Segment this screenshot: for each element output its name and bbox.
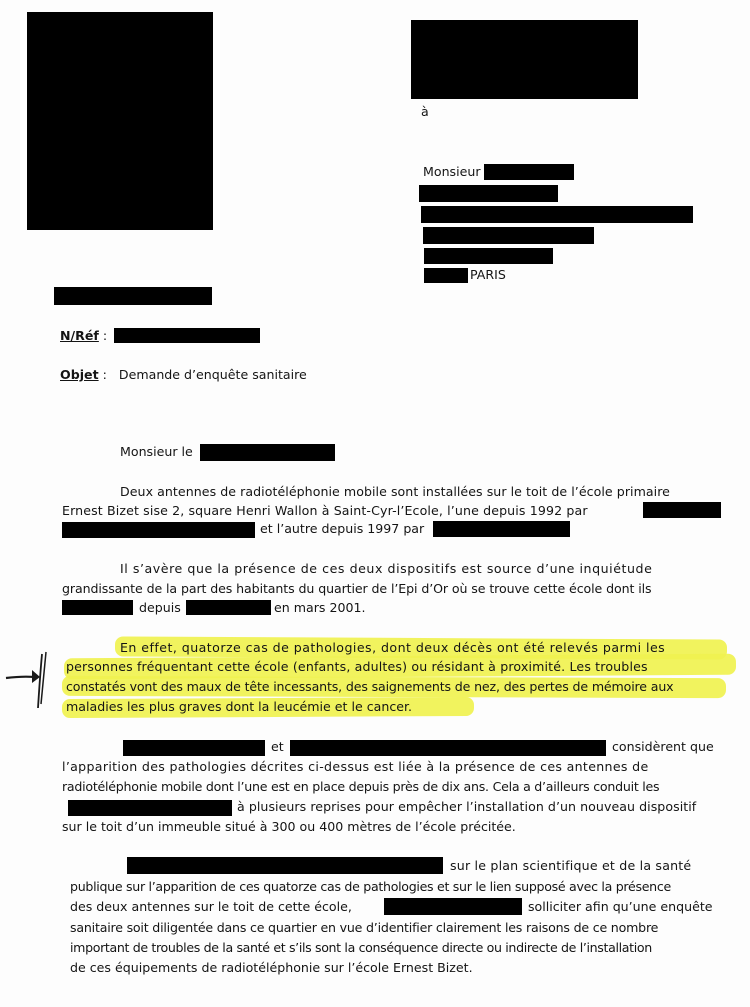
p5-line4: sanitaire soit diligentée dans ce quartier en vue d’identifier clairement les raisons de ce nombre <box>70 920 659 935</box>
p5-redaction2 <box>384 898 522 915</box>
p3-line3: constatés vont des maux de tête incessants, des saignements de nez, des pertes de mémoire aux <box>66 679 674 694</box>
recipient-street-redaction <box>424 248 553 264</box>
p2-redaction1 <box>62 600 133 615</box>
p5-line3a: des deux antennes sur le toit de cette école, <box>70 899 352 914</box>
p1-line1: Deux antennes de radiotéléphonie mobile sont installées sur le toit de l’école primaire <box>120 484 670 499</box>
recipient-name-redaction <box>484 164 574 180</box>
subject-label: Objet <box>60 367 99 382</box>
sender-logo-redaction <box>27 12 213 230</box>
p5-line5: important de troubles de la santé et s’ils sont la conséquence directe ou indirecte de l’installation <box>70 940 652 955</box>
recipient-header-redaction <box>411 20 638 99</box>
p3-line1: En effet, quatorze cas de pathologies, dont deux décès ont été relevés parmi les <box>120 640 666 655</box>
p2-line3b: en mars 2001. <box>274 600 366 615</box>
reference-line <box>60 325 107 347</box>
p4-line1b: considèrent que <box>612 739 714 754</box>
p1-operator2-redaction <box>433 521 570 537</box>
reference-redaction <box>114 328 260 343</box>
recipient-dept-redaction <box>423 227 594 244</box>
recipient-salutation: Monsieur <box>423 164 481 179</box>
p5-line3b: solliciter afin qu’une enquête <box>528 899 713 914</box>
p4-line4: à plusieurs reprises pour empêcher l’installation d’un nouveau dispositif <box>237 799 697 814</box>
p4-redaction1 <box>123 740 265 756</box>
greeting: Monsieur le <box>120 444 193 459</box>
p4-redaction2 <box>290 740 606 756</box>
p4-line2: l’apparition des pathologies décrites ci-dessus est liée à la présence de ces antennes de <box>62 759 649 774</box>
recipient-org-redaction <box>421 206 693 223</box>
p4-line3: radiotéléphonie mobile dont l’une est en place depuis près de dix ans. Cela a d’ailleurs conduit les <box>62 779 660 794</box>
reference-sep: : <box>102 328 108 343</box>
p2-redaction2 <box>186 600 271 615</box>
p1-operator1b-redaction <box>62 522 255 538</box>
margin-arrow-icon <box>2 646 52 716</box>
p5-redaction1 <box>127 857 443 874</box>
p2-line1: Il s’avère que la présence de ces deux dispositifs est source d’une inquiétude <box>120 561 653 576</box>
recipient-title-redaction <box>419 185 558 202</box>
recipient-postcode-redaction <box>424 268 468 283</box>
p2-line2: grandissante de la part des habitants du quartier de l’Epi d’Or où se trouve cette école dont ils <box>62 581 652 596</box>
p3-line2: personnes fréquentant cette école (enfants, adultes) ou résidant à proximité. Les troubles <box>66 659 648 674</box>
p5-line6: de ces équipements de radiotéléphonie sur l’école Ernest Bizet. <box>70 960 473 975</box>
p1-operator1-redaction <box>643 502 721 518</box>
p4-line1a: et <box>271 739 284 754</box>
p3-line4: maladies les plus graves dont la leucémie et le cancer. <box>66 699 413 714</box>
subject-sep: : <box>102 367 107 382</box>
p1-line2: Ernest Bizet sise 2, square Henri Wallon à Saint-Cyr-l’Ecole, l’une depuis 1992 par <box>62 503 588 518</box>
p4-line5: sur le toit d’un immeuble situé à 300 ou 400 mètres de l’école précitée. <box>62 819 516 834</box>
p1-line3: et l’autre depuis 1997 par <box>260 521 425 536</box>
greeting-redaction <box>200 444 335 461</box>
recipient-city: PARIS <box>470 267 506 282</box>
subject-line <box>60 364 307 386</box>
reference-label: N/Réf <box>60 328 99 343</box>
subject-text: Demande d’enquête sanitaire <box>118 367 307 382</box>
recipient-to: à <box>421 104 429 119</box>
p5-line1: sur le plan scientifique et de la santé <box>450 858 692 873</box>
p2-line3a: depuis <box>139 600 181 615</box>
p5-line2: publique sur l’apparition de ces quatorze cas de pathologies et sur le lien supposé avec la présence <box>70 879 671 894</box>
p4-redaction3 <box>68 800 232 816</box>
sender-name-redaction <box>54 287 212 305</box>
